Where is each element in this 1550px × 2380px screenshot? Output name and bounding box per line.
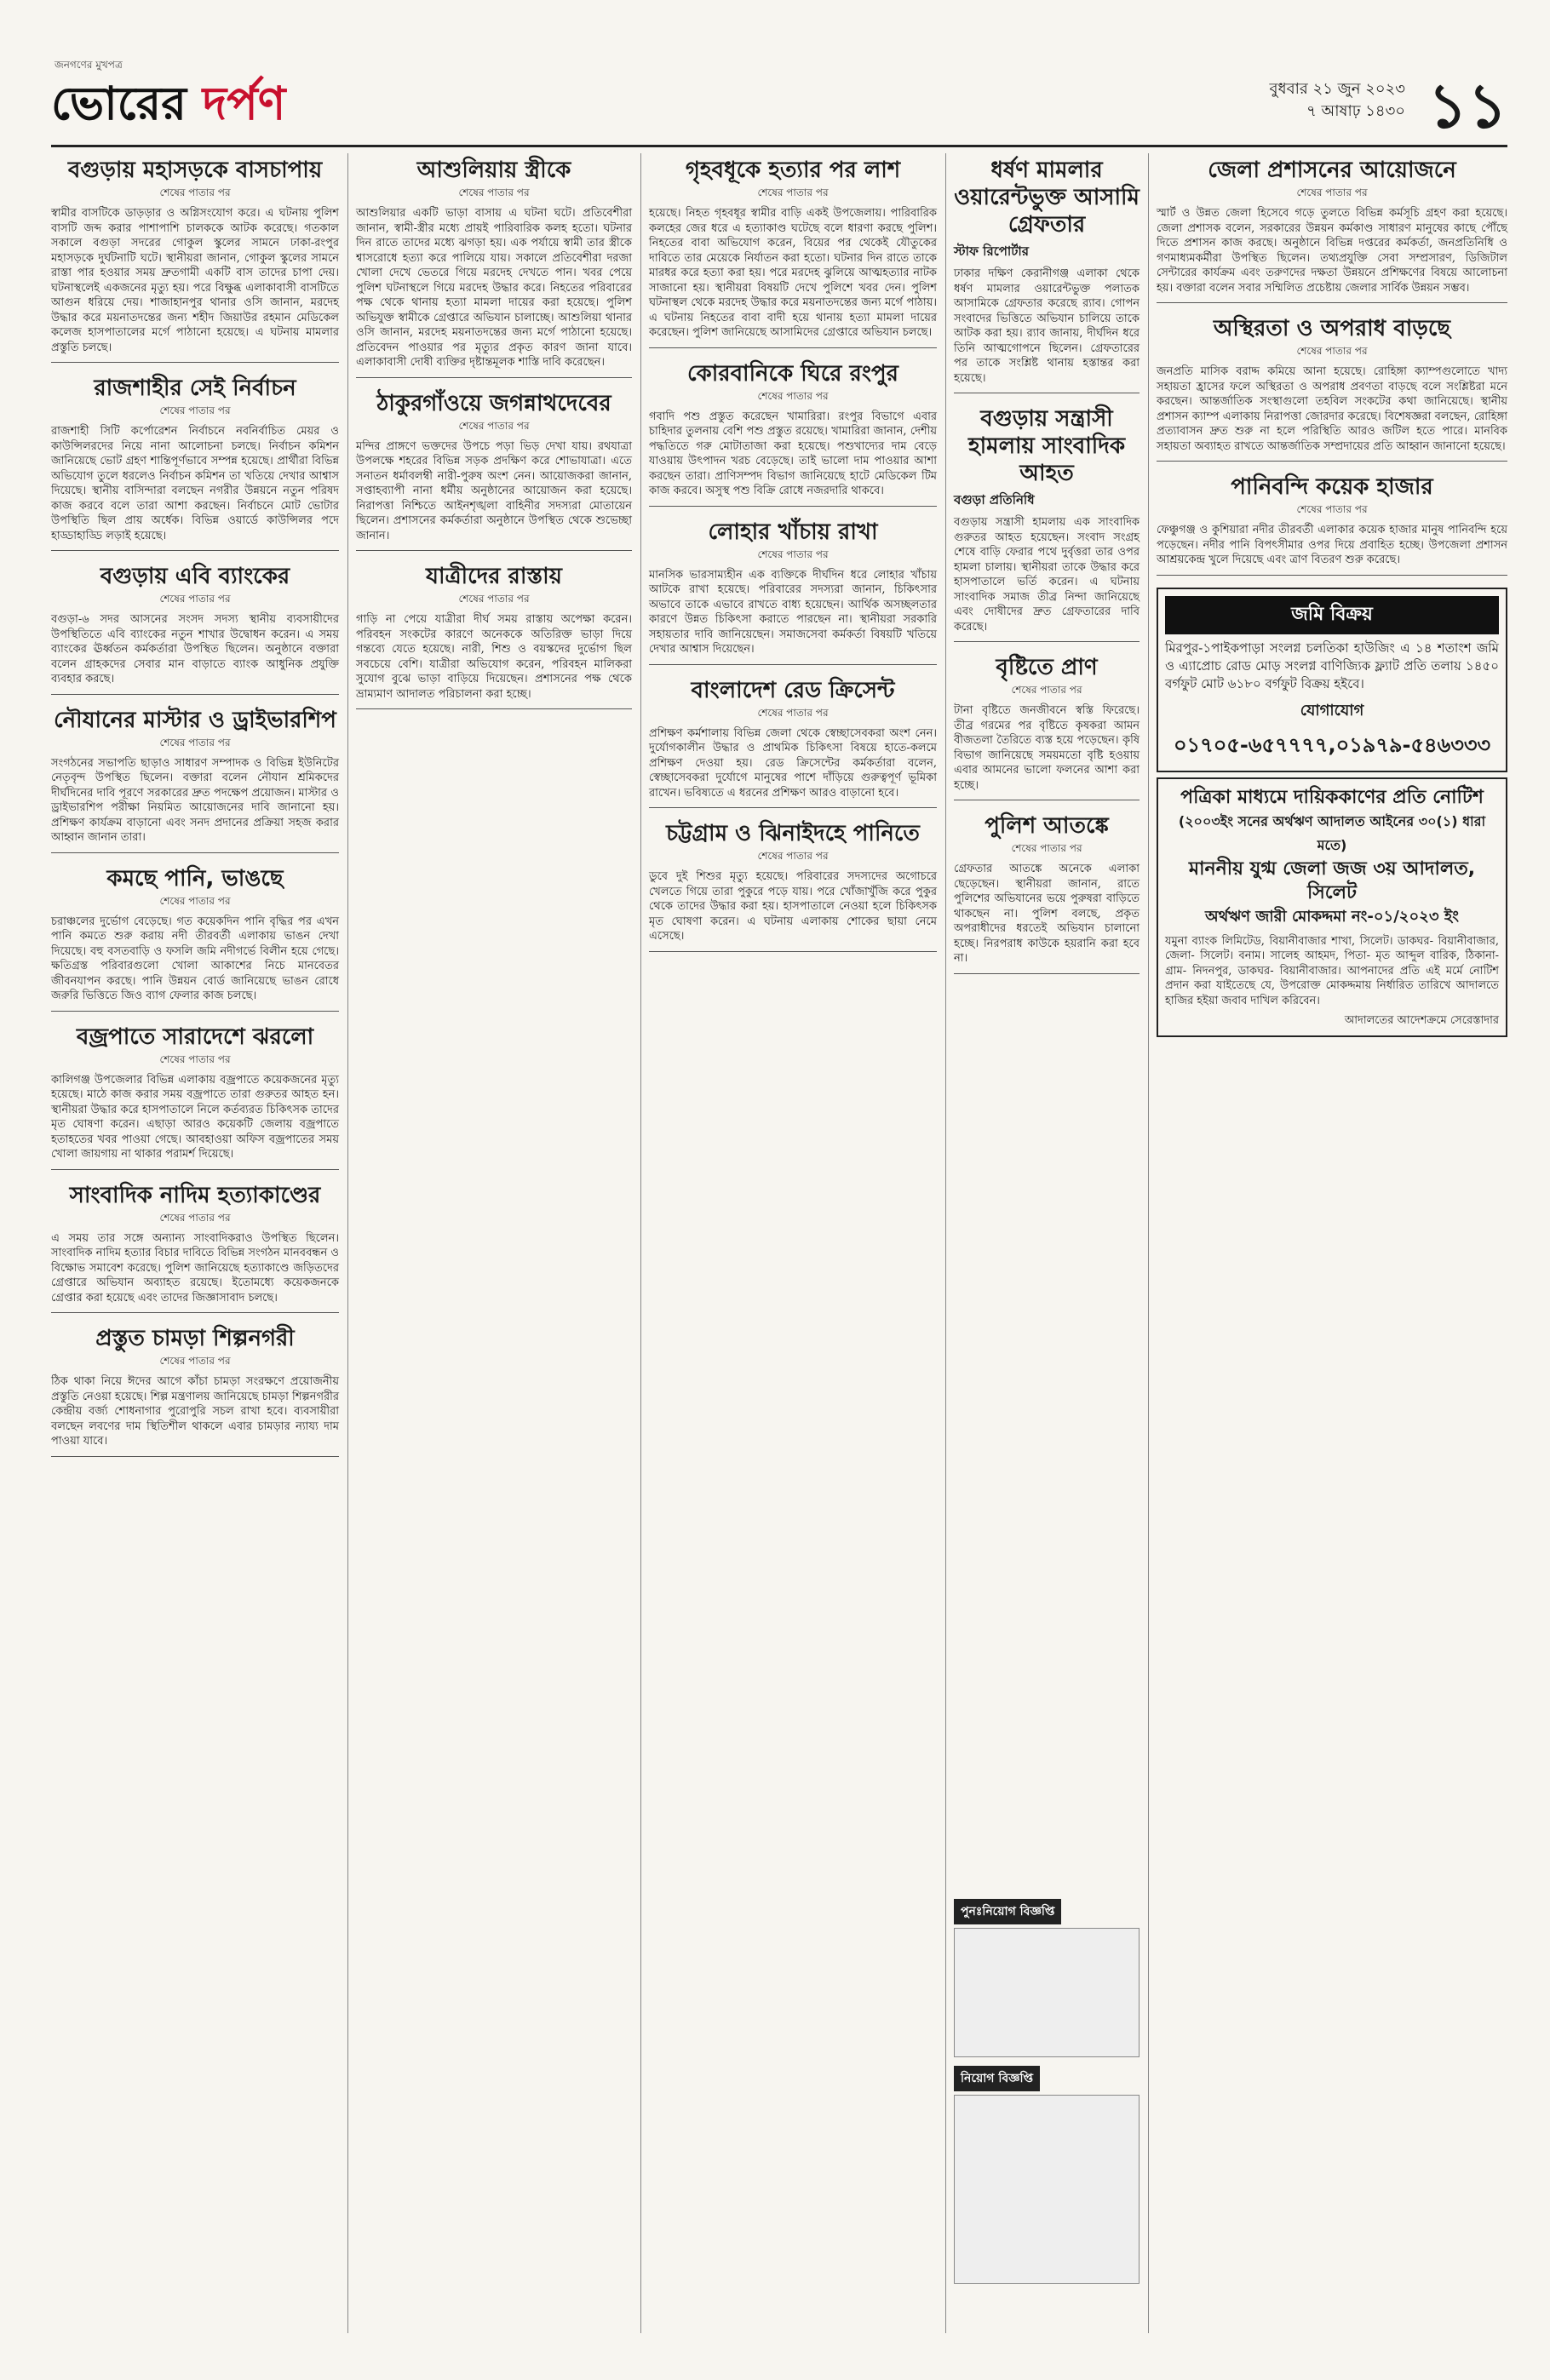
story-body: ফেঞ্চুগঞ্জ ও কুশিয়ারা নদীর তীরবর্তী এলাকার কয়েক হাজার মানুষ পানিবন্দি হয়ে পড়েছেন। নদীর পানি বিপৎসীমার ওপর দিয়ে প্রবাহিত হচ্ছে। উপজেলা প্রশাসন আশ্রয়কেন্দ্র খুলে দিয়েছে এবং ত্রাণ বিতরণ শুরু করেছে। bbox=[1157, 524, 1507, 566]
news-story bbox=[649, 820, 937, 952]
notice-subtitle: (২০০৩ইং সনের অর্থঋণ আদালত আইনের ৩০(১) ধারা মতে) bbox=[1178, 812, 1486, 853]
continued-label: শেষের পাতার পর bbox=[159, 1052, 231, 1065]
story-body: টানা বৃষ্টিতে জনজীবনে স্বস্তি ফিরেছে। তীব্র গরমের পর বৃষ্টিতে কৃষকরা আমন বীজতলা তৈরিতে ব্যস্ত হয়ে পড়েছেন। কৃষি বিভাগ জানিয়েছে সময়মতো বৃষ্টি হওয়ায় এবার আমনের ভালো ফলনের আশা করা হচ্ছে। bbox=[954, 704, 1140, 792]
news-story bbox=[51, 1182, 339, 1314]
headline: যাত্রীদের রাস্তায় bbox=[426, 564, 562, 589]
column-5 bbox=[1157, 153, 1507, 1037]
byline: স্টাফ রিপোর্টার bbox=[954, 244, 1030, 259]
continued-label: শেষের পাতার পর bbox=[159, 1211, 231, 1224]
dateline: বুধবার ২১ জুন ২০২৩ ৭ আষাঢ় ১৪৩০ bbox=[1269, 80, 1405, 120]
news-story bbox=[51, 563, 339, 695]
byline: বগুড়া প্রতিনিধি bbox=[954, 492, 1035, 508]
headline: বৃষ্টিতে প্রাণ bbox=[996, 655, 1098, 680]
notice-title: পত্রিকা মাধ্যমে দায়িককাণের প্রতি নোটিশ bbox=[1180, 786, 1484, 808]
classified-land-sale bbox=[1157, 588, 1507, 772]
headline: কমছে পানি, ভাঙছে bbox=[106, 865, 284, 892]
notice-case: অর্থঋণ জারী মোকদ্দমা নং-০১/২০২৩ ইং bbox=[1205, 907, 1459, 926]
story-body: কালিগঞ্জ উপজেলার বিভিন্ন এলাকায় বজ্রপাতে কয়েকজনের মৃত্যু হয়েছে। মাঠে কাজ করার সময় বজ্রপাতে তারা গুরুতর আহত হন। স্থানীয়রা উদ্ধার করে হাসপাতালে নিলে কর্তব্যরত চিকিৎসক তাদের মৃত ঘোষণা করেন। এছাড়া আরও কয়েকটি জেলায় বজ্রপাতে হতাহতের খবর পাওয়া গেছে। আবহাওয়া অফিস বজ্রপাতের সময় খোলা জায়গায় না থাকার পরামর্শ দিয়েছে। bbox=[51, 1073, 339, 1161]
news-story bbox=[1157, 315, 1507, 462]
story-body: গ্রেফতার আতঙ্কে অনেকে এলাকা ছেড়েছেন। স্থানীয়রা জানান, রাতে পুলিশের অভিযানের ভয়ে পুরুষরা বাড়িতে থাকছেন না। পুলিশ বলছে, প্রকৃত অপরাধীদের ধরতেই অভিযান চালানো হচ্ছে। নিরপরাধ কাউকে হয়রানি করা হবে না। bbox=[954, 863, 1140, 965]
story-body: চরাঞ্চলের দুর্ভোগ বেড়েছে। গত কয়েকদিন পানি বৃদ্ধির পর এখন পানি কমতে শুরু করায় নদী তীরবর্তী এলাকায় ভাঙন দেখা দিয়েছে। বহু বসতবাড়ি ও ফসলি জমি নদীগর্ভে বিলীন হয়ে গেছে। ক্ষতিগ্রস্ত পরিবারগুলো খোলা আকাশের নিচে মানবেতর জীবনযাপন করছে। পানি উন্নয়ন বোর্ড জানিয়েছে ভাঙন রোধে জরুরি ভিত্তিতে জিও ব্যাগ ফেলার কাজ চলছে। bbox=[51, 915, 339, 1002]
story-body: মানসিক ভারসাম্যহীন এক ব্যক্তিকে দীর্ঘদিন ধরে লোহার খাঁচায় আটকে রাখা হয়েছে। পরিবারের সদস্যরা জানান, চিকিৎসার অভাবে তাকে এভাবে রাখতে বাধ্য হয়েছেন। আর্থিক অসচ্ছলতার কারণে উন্নত চিকিৎসা করাতে পারছেন না। স্থানীয়রা সরকারি সহায়তার দাবি জানিয়েছেন। সমাজসেবা কর্মকর্তা বিষয়টি খতিয়ে দেখার আশ্বাস দিয়েছেন। bbox=[649, 568, 937, 656]
contact-label: যোগাযোগ bbox=[1300, 701, 1364, 720]
headline: অস্থিরতা ও অপরাধ বাড়ছে bbox=[1213, 316, 1451, 341]
headline: নৌযানের মাস্টার ও ড্রাইভারশিপ bbox=[54, 707, 336, 733]
continued-label: শেষের পাতার পর bbox=[159, 593, 231, 605]
story-body: প্রশিক্ষণ কর্মশালায় বিভিন্ন জেলা থেকে স্বেচ্ছাসেবকরা অংশ নেন। দুর্যোগকালীন উদ্ধার ও প্রাথমিক চিকিৎসা বিষয়ে হাতে-কলমে প্রশিক্ষণ দেওয়া হয়। রেড ক্রিসেন্টের কর্মকর্তারা বলেন, স্বেচ্ছাসেবকরা দুর্যোগে মানুষের পাশে দাঁড়িয়ে গুরুত্বপূর্ণ ভূমিকা রাখেন। ভবিষ্যতে এ ধরনের প্রশিক্ষণ আরও বাড়ানো হবে। bbox=[649, 726, 937, 800]
story-body: জনপ্রতি মাসিক বরাদ্দ কমিয়ে আনা হয়েছে। রোহিঙ্গা ক্যাম্পগুলোতে খাদ্য সহায়তা হ্রাসের ফলে অস্থিরতা ও অপরাধ প্রবণতা বাড়ছে বলে সংশ্লিষ্টরা মনে করছেন। আন্তর্জাতিক সংস্থাগুলো তহবিল সংকটের কথা জানিয়েছে। স্থানীয় প্রশাসন ক্যাম্প এলাকায় নিরাপত্তা জোরদার করেছে। বিশেষজ্ঞরা বলছেন, রোহিঙ্গা প্রত্যাবাসন দ্রুত শুরু না হলে পরিস্থিতি আরও জটিল হতে পারে। মানবিক সহায়তা অব্যাহত রাখতে আন্তর্জাতিক সম্প্রদায়ের প্রতি আহ্বান জানানো হয়েছে। bbox=[1157, 365, 1507, 453]
news-story bbox=[649, 157, 937, 348]
headline: ধর্ষণ মামলার ওয়ারেন্টভুক্ত আসামি গ্রেফতার bbox=[954, 158, 1140, 238]
story-body: স্বামীর বাসটিকে ডাড়ড়ার ও অগ্নিসংযোগ করে। এ ঘটনায় পুলিশ বাসটি জব্দ করার পাশাপাশি চালককে আটক করেছে। গতকাল সকালে বগুড়া সদরের গোকুল স্কুলের সামনে ঢাকা-রংপুর মহাসড়কে দুর্ঘটনাটি ঘটে। স্থানীয়রা জানান, গোকুল স্কুলের সামনে রাস্তা পার হওয়ার সময় দ্রুতগামী একটি বাস তাদের চাপা দেয়। ঘটনাস্থলেই একজনের মৃত্যু হয়। পরে বিক্ষুব্ধ এলাকাবাসী বাসটিতে আগুন ধরিয়ে দেয়। শাজাহানপুর থানার ওসি জানান, মরদেহ উদ্ধার করে ময়নাতদন্তের জন্য শহীদ জিয়াউর রহমান মেডিকেল কলেজ হাসপাতালের মর্গে পাঠানো হয়েছে। এ ঘটনায় মামলার প্রস্তুতি চলছে। bbox=[51, 207, 339, 354]
story-body: স্মার্ট ও উন্নত জেলা হিসেবে গড়ে তুলতে বিভিন্ন কর্মসূচি গ্রহণ করা হয়েছে। জেলা প্রশাসক বলেন, সরকারের উন্নয়ন কর্মকাণ্ড সাধারণ মানুষের কাছে পৌঁছে দিতে প্রশাসন কাজ করছে। অনুষ্ঠানে বিভিন্ন দপ্তরের কর্মকর্তা, জনপ্রতিনিধি ও গণমাধ্যমকর্মীরা উপস্থিত ছিলেন। তথ্যপ্রযুক্তি সেবা সম্প্রসারণ, ডিজিটাল সেন্টারের কার্যক্রম এবং তরুণদের দক্ষতা উন্নয়নে প্রশিক্ষণের বিষয়ে আলোচনা হয়। বক্তারা বলেন সবার সম্মিলিত প্রচেষ্টায় জেলার সার্বিক উন্নয়ন সম্ভব। bbox=[1157, 207, 1507, 295]
story-body: ঠিক থাকা নিয়ে ঈদের আগে কাঁচা চামড়া সংরক্ষণে প্রয়োজনীয় প্রস্তুতি নেওয়া হয়েছে। শিল্প মন্ত্রণালয় জানিয়েছে চামড়া শিল্পনগরীর কেন্দ্রীয় বর্জ্য শোধনাগার পুরোপুরি সচল রাখা হবে। ব্যবসায়ীরা বলছেন লবণের দাম স্থিতিশীল থাকলে এবার চামড়ার ন্যায্য দাম পাওয়া যাবে। bbox=[51, 1375, 339, 1448]
continued-label: শেষের পাতার পর bbox=[1011, 684, 1082, 696]
news-story bbox=[51, 1325, 339, 1457]
news-story bbox=[1157, 157, 1507, 303]
ads-block bbox=[954, 1899, 1140, 2284]
notice-court: মাননীয় যুগ্ম জেলা জজ ৩য় আদালত, সিলেট bbox=[1188, 857, 1476, 903]
court-notice bbox=[1157, 777, 1507, 1037]
continued-label: শেষের পাতার পর bbox=[1296, 186, 1368, 198]
story-body: মন্দির প্রাঙ্গণে ভক্তদের উপচে পড়া ভিড় দেখা যায়। রথযাত্রা উপলক্ষে শহরের বিভিন্ন সড়ক প্রদক্ষিণ করে শোভাযাত্রা। এতে সনাতন ধর্মাবলম্বী নারী-পুরুষ অংশ নেন। আয়োজকরা জানান, সপ্তাহব্যাপী নানা ধর্মীয় অনুষ্ঠানের আয়োজন করা হয়েছে। নিরাপত্তা নিশ্চিতে আইনশৃঙ্খলা বাহিনীর সদস্যরা মোতায়েন ছিলেন। প্রশাসনের কর্মকর্তারা অনুষ্ঠানে উপস্থিত থেকে শুভেচ্ছা জানান। bbox=[356, 439, 632, 542]
column-4 bbox=[954, 153, 1140, 986]
news-story bbox=[954, 157, 1140, 393]
headline: ঠাকুরগাঁওয়ে জগন্নাথদেবের bbox=[376, 390, 611, 416]
news-story bbox=[954, 405, 1140, 642]
story-body: গাড়ি না পেয়ে যাত্রীরা দীর্ঘ সময় রাস্তায় অপেক্ষা করেন। পরিবহন সংকটের কারণে অনেককে অতিরিক্ত ভাড়া দিয়ে গন্তব্যে যেতে হয়েছে। নারী, শিশু ও বয়স্কদের দুর্ভোগ ছিল সবচেয়ে বেশি। যাত্রীরা অভিযোগ করেন, পরিবহন মালিকরা সুযোগ বুঝে ভাড়া বাড়িয়ে দিয়েছেন। প্রশাসনের পক্ষ থেকে ভ্রাম্যমাণ আদালত পরিচালনা করা হচ্ছে। bbox=[356, 613, 632, 701]
continued-label: শেষের পাতার পর bbox=[458, 419, 530, 432]
headline: বাংলাদেশ রেড ক্রিসেন্ট bbox=[691, 677, 895, 703]
notice-signoff: আদালতের আদেশক্রমে সেরেস্তাদার bbox=[1344, 1014, 1499, 1027]
tagline: জনগণের মুখপত্র bbox=[55, 59, 123, 71]
news-story bbox=[51, 157, 339, 363]
headline: বগুড়ায় মহাসড়কে বাসচাপায় bbox=[67, 158, 323, 183]
news-story bbox=[954, 812, 1140, 974]
story-body: সংগঠনের সভাপতি ছাড়াও সাধারণ সম্পাদক ও বিভিন্ন ইউনিটের নেতৃবৃন্দ উপস্থিত ছিলেন। বক্তারা বলেন নৌযান শ্রমিকদের দীর্ঘদিনের দাবি পূরণে সরকারের দ্রুত পদক্ষেপ প্রয়োজন। মাস্টার ও ড্রাইভারশিপ পরীক্ষা নিয়মিত আয়োজনের দাবি জানানো হয়। প্রশিক্ষণ কার্যক্রম বাড়ানো এবং সনদ প্রদানের প্রক্রিয়া সহজ করার আহ্বান জানান তারা। bbox=[51, 756, 339, 844]
news-story bbox=[51, 375, 339, 551]
story-body: বগুড়া-৬ সদর আসনের সংসদ সদস্য স্থানীয় ব্যবসায়ীদের উপস্থিতিতে এবি ব্যাংকের নতুন শাখার উদ্বোধন করেন। এ সময় ব্যাংকের ঊর্ধ্বতন কর্মকর্তারা উপস্থিত ছিলেন। অনুষ্ঠানে বক্তারা বলেন গ্রাহকদের সেবার মান বাড়াতে ব্যাংক আধুনিক প্রযুক্তি ব্যবহার করছে। bbox=[51, 613, 339, 685]
continued-label: শেষের পাতার পর bbox=[1296, 345, 1368, 357]
news-story bbox=[649, 360, 937, 507]
news-story bbox=[649, 519, 937, 665]
headline: লোহার খাঁচায় রাখা bbox=[708, 519, 878, 545]
column-3 bbox=[649, 153, 937, 964]
continued-label: শেষের পাতার পর bbox=[159, 1355, 231, 1367]
story-body: হয়েছে। নিহত গৃহবধূর স্বামীর বাড়ি একই উপজেলায়। পারিবারিক কলহের জের ধরে এ হত্যাকাণ্ড ঘটেছে বলে ধারণা করছে পুলিশ। নিহতের বাবা অভিযোগ করেন, বিয়ের পর থেকেই যৌতুকের দাবিতে তার মেয়েকে নির্যাতন করা হতো। ঘটনার দিন রাতে তাকে মারধর করে হত্যা করা হয়। পরে মরদেহ ঝুলিয়ে আত্মহত্যার নাটক সাজানো হয়। স্থানীয়রা বিষয়টি দেখে পুলিশে খবর দেন। পুলিশ ঘটনাস্থল থেকে মরদেহ উদ্ধার করে ময়নাতদন্তের জন্য মর্গে পাঠায়। এ ঘটনায় নিহতের বাবা বাদী হয়ে থানায় হত্যা মামলা দায়ের করেছেন। পুলিশ জানিয়েছে আসামিদের গ্রেপ্তারে অভিযান চলছে। bbox=[649, 207, 937, 339]
headline: জেলা প্রশাসনের আয়োজনে bbox=[1208, 158, 1456, 183]
continued-label: শেষের পাতার পর bbox=[757, 389, 829, 402]
headline: সাংবাদিক নাদিম হত্যাকাণ্ডের bbox=[69, 1182, 321, 1208]
headline: বজ্রপাতে সারাদেশে ঝরলো bbox=[76, 1024, 314, 1050]
news-story bbox=[51, 707, 339, 853]
continued-label: শেষের পাতার পর bbox=[757, 548, 829, 560]
continued-label: শেষের পাতার পর bbox=[159, 186, 231, 198]
news-story bbox=[1157, 473, 1507, 576]
headline: গৃহবধূকে হত্যার পর লাশ bbox=[685, 158, 901, 183]
headline: চট্টগ্রাম ও ঝিনাইদহে পানিতে bbox=[666, 821, 920, 846]
continued-label: শেষের পাতার পর bbox=[1011, 842, 1082, 854]
continued-label: শেষের পাতার পর bbox=[458, 186, 530, 198]
page-number: ১১ bbox=[1427, 70, 1507, 141]
newspaper-logo: ভোরের দর্পণ bbox=[51, 77, 286, 130]
continued-label: শেষের পাতার পর bbox=[458, 593, 530, 605]
story-body: ঢাকার দক্ষিণ কেরানীগঞ্জ এলাকা থেকে ধর্ষণ মামলার ওয়ারেন্টভুক্ত পলাতক আসামিকে গ্রেফতার করেছে র‍্যাব। গোপন সংবাদের ভিত্তিতে অভিযান চালিয়ে তাকে আটক করা হয়। র‍্যাব জানায়, দীর্ঘদিন ধরে তিনি আত্মগোপনে ছিলেন। গ্রেফতারের পর তাকে সংশ্লিষ্ট থানায় হস্তান্তর করা হয়েছে। bbox=[954, 267, 1140, 385]
continued-label: শেষের পাতার পর bbox=[757, 850, 829, 862]
headline: পানিবন্দি কয়েক হাজার bbox=[1231, 474, 1433, 500]
story-body: এ সময় তার সঙ্গে অন্যান্য সাংবাদিকরাও উপস্থিত ছিলেন। সাংবাদিক নাদিম হত্যার বিচার দাবিতে বিভিন্ন সংগঠন মানববন্ধন ও বিক্ষোভ সমাবেশ করেছে। পুলিশ জানিয়েছে হত্যাকাণ্ডে জড়িতদের গ্রেপ্তারে অভিযান অব্যাহত রয়েছে। ইতোমধ্যে কয়েকজনকে গ্রেপ্তার করা হয়েছে এবং তাদের জিজ্ঞাসাবাদ চলছে। bbox=[51, 1231, 339, 1305]
headline: বগুড়ায় এবি ব্যাংকের bbox=[100, 564, 290, 589]
classified-title: জমি বিক্রয় bbox=[1165, 596, 1499, 634]
story-body: গবাদি পশু প্রস্তুত করেছেন খামারিরা। রংপুর বিভাগে এবার চাহিদার তুলনায় বেশি পশু প্রস্তুত রয়েছে। খামারিরা জানান, দেশীয় পদ্ধতিতে গরু মোটাতাজা করা হয়েছে। পশুখাদ্যের দাম বেড়ে যাওয়ায় উৎপাদন খরচ বেড়েছে। তাই ভালো দাম পাওয়ার আশা করছেন তারা। প্রাণিসম্পদ বিভাগ জানিয়েছে হাটে মেডিকেল টিম কাজ করবে। অসুস্থ পশু বিক্রি রোধে নজরদারি থাকবে। bbox=[649, 410, 937, 497]
continued-label: শেষের পাতার পর bbox=[159, 404, 231, 416]
news-story bbox=[954, 654, 1140, 800]
classified-body: মিরপুর-১পাইকপাড়া সংলগ্ন চলতিকা হাউজিং এ ১৪ শতাংশ জমি ও এ্যাপ্রোচ রোড মোড় সংলগ্ন বাণিজ্যিক ফ্ল্যাট প্রতি তলায় ১৪৫০ বর্গফুট মোট ৬১৮০ বর্গফুট বিক্রয় হইবে। bbox=[1165, 639, 1499, 691]
news-story bbox=[51, 1024, 339, 1170]
ad-label-recruitment: নিয়োগ বিজ্ঞপ্তি bbox=[954, 2066, 1040, 2091]
headline: রাজশাহীর সেই নির্বাচন bbox=[94, 376, 296, 401]
headline: আশুলিয়ায় স্ত্রীকে bbox=[416, 158, 571, 183]
story-body: বগুড়ায় সন্ত্রাসী হামলায় এক সাংবাদিক গুরুতর আহত হয়েছেন। সংবাদ সংগ্রহ শেষে বাড়ি ফেরার পথে দুর্বৃত্তরা তার ওপর হামলা চালায়। স্থানীয়রা তাকে উদ্ধার করে হাসপাতালে ভর্তি করেন। এ ঘটনায় সাংবাদিক সমাজ তীব্র নিন্দা জানিয়েছে এবং দোষীদের দ্রুত গ্রেফতারের দাবি করেছে। bbox=[954, 516, 1140, 634]
continued-label: শেষের পাতার পর bbox=[1296, 503, 1368, 515]
column-1 bbox=[51, 153, 339, 1469]
ad-label-reappointment: পুনঃনিয়োগ বিজ্ঞপ্তি bbox=[954, 1899, 1061, 1924]
story-body: রাজশাহী সিটি কর্পোরেশন নির্বাচনে নবনির্বাচিত মেয়র ও কাউন্সিলরদের নিয়ে নানা আলোচনা চলছে। নির্বাচন কমিশন জানিয়েছে ভোট গ্রহণ শান্তিপূর্ণভাবে সম্পন্ন হয়েছে। প্রার্থীরা বিভিন্ন অভিযোগ তুলে ধরলেও নির্বাচন কমিশন তা খতিয়ে দেখার আশ্বাস দিয়েছে। স্থানীয় বাসিন্দারা বলছেন নগরীর উন্নয়নে নতুন পরিষদ কাজ করবে বলে তারা আশা করছেন। নির্বাচনে মোট ভোটার উপস্থিতি ছিল প্রায় অর্ধেক। বিভিন্ন ওয়ার্ডে কাউন্সিলর পদে হাড্ডাহাড্ডি লড়াই হয়েছে। bbox=[51, 425, 339, 542]
news-story bbox=[51, 865, 339, 1012]
story-body: ডুবে দুই শিশুর মৃত্যু হয়েছে। পরিবারের সদস্যদের অগোচরে খেলতে গিয়ে তারা পুকুরে পড়ে যায়। পরে খোঁজাখুঁজি করে পুকুর থেকে তাদের উদ্ধার করা হয়। হাসপাতালে নেওয়া হলে চিকিৎসক মৃত ঘোষণা করেন। এ ঘটনায় এলাকায় শোকের ছায়া নেমে এসেছে। bbox=[649, 870, 937, 943]
news-story bbox=[649, 677, 937, 809]
contact-phone: ০১৭০৫-৬৫৭৭৭৭,০১৯৭৯-৫৪৬৩৩৩ bbox=[1173, 732, 1491, 757]
headline: প্রস্তুত চামড়া শিল্পনগরী bbox=[95, 1326, 295, 1351]
notice-body: যমুনা ব্যাংক লিমিটেড, বিয়ানীবাজার শাখা, সিলেট। ডাকঘর- বিয়ানীবাজার, জেলা- সিলেট। বনাম। সালেহ আহমদ, পিতা- মৃত আব্দুল বারিক, ঠিকানা- গ্রাম- নিদনপুর, ডাকঘর- বিয়ানীবাজার। আপনাদের প্রতি এই মর্মে নোটিশ প্রদান করা যাইতেছে যে, উপরোক্ত মোকদ্দমায় নির্ধারিত তারিখে আদালতে হাজির হইয়া জবাব দাখিল করিবেন। bbox=[1165, 934, 1499, 1007]
continued-label: শেষের পাতার পর bbox=[159, 736, 231, 748]
news-story bbox=[356, 563, 632, 709]
continued-label: শেষের পাতার পর bbox=[757, 706, 829, 719]
headline: বগুড়ায় সন্ত্রাসী হামলায় সাংবাদিক আহত bbox=[967, 406, 1126, 486]
continued-label: শেষের পাতার পর bbox=[757, 186, 829, 198]
headline: পুলিশ আতঙ্কে bbox=[985, 813, 1109, 839]
news-story bbox=[356, 390, 632, 552]
masthead bbox=[51, 60, 1507, 147]
headline: কোরবানিকে ঘিরে রংপুর bbox=[687, 360, 898, 387]
continued-label: শেষের পাতার পর bbox=[159, 894, 231, 907]
story-body: আশুলিয়ার একটি ভাড়া বাসায় এ ঘটনা ঘটে। প্রতিবেশীরা জানান, স্বামী-স্ত্রীর মধ্যে প্রায়ই পারিবারিক কলহ হতো। ঘটনার দিন রাতে তাদের মধ্যে ঝগড়া হয়। এক পর্যায়ে স্বামী তার স্ত্রীকে শ্বাসরোধে হত্যা করে পালিয়ে যায়। সকালে প্রতিবেশীরা দরজা খোলা দেখে ভেতরে গিয়ে মরদেহ দেখতে পান। খবর পেয়ে পুলিশ ঘটনাস্থলে গিয়ে মরদেহ উদ্ধার করে। নিহতের পরিবারের পক্ষ থেকে থানায় হত্যা মামলা দায়ের করা হয়েছে। পুলিশ অভিযুক্ত স্বামীকে গ্রেপ্তারে অভিযান চালাচ্ছে। আশুলিয়া থানার ওসি জানান, মরদেহ ময়নাতদন্তের জন্য মর্গে পাঠানো হয়েছে। প্রতিবেদন পাওয়ার পর মৃত্যুর প্রকৃত কারণ জানা যাবে। এলাকাবাসী দোষী ব্যক্তির দৃষ্টান্তমূলক শাস্তি দাবি করেছেন। bbox=[356, 207, 632, 369]
news-story bbox=[356, 157, 632, 378]
column-2 bbox=[356, 153, 632, 721]
